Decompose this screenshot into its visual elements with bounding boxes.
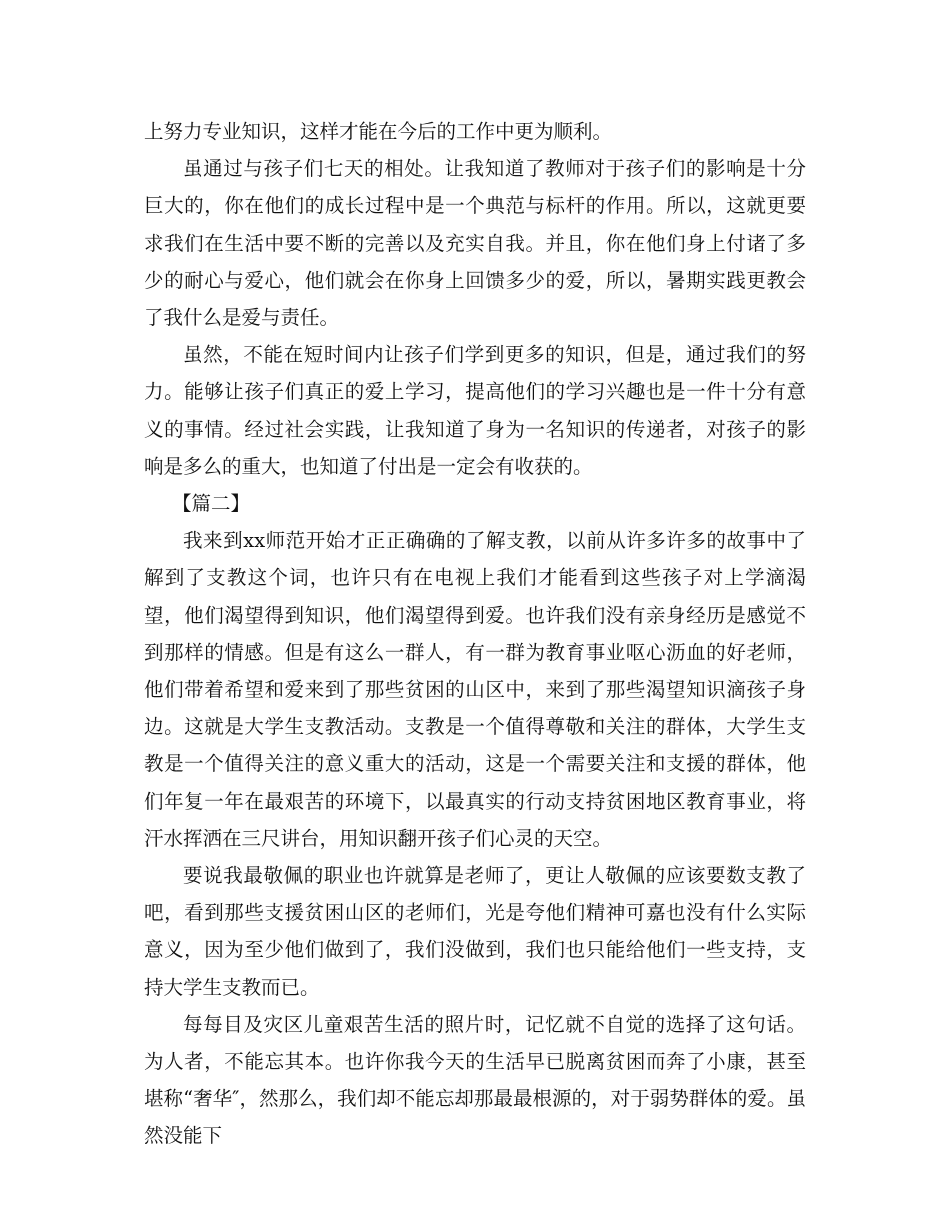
paragraph-learning-interest: 虽然，不能在短时间内让孩子们学到更多的知识，但是，通过我们的努力。能够让孩子们真正的爱上学习，提高他们的学习兴趣也是一件十分有意义的事情。经过社会实践，让我知道了身为一名知识的传递者，对孩子的影响是多么的重大，也知道了付出是一定会有收获的。 bbox=[144, 343, 806, 478]
paragraph-continued: 上努力专业知识，这样才能在今后的工作中更为顺利。 bbox=[144, 120, 613, 143]
paragraph-disaster-children: 每每目及灾区儿童艰苦生活的照片时，记忆就不自觉的选择了这句话。为人者，不能忘其本。也许你我今天的生活早已脱离贫困而奔了小康，甚至堪称“奢华″，然那么，我们却不能忘却那最最根源的，对于弱势群体的爱。虽然没能下 bbox=[144, 1012, 806, 1148]
document-page bbox=[144, 113, 806, 1155]
paragraph-support-teaching: 我来到xx师范开始才正正确确的了解支教，以前从许多许多的故事中了解到了支教这个词，也许只有在电视上我们才能看到这些孩子对上学滴渴望，他们渴望得到知识，他们渴望得到爱。也许我们没有亲身经历是感觉不到那样的情感。但是有这么一群人，有一群为教育事业呕心沥血的好老师，他们带着希望和爱来到了那些贫困的山区中，来到了那些渴望知识滴孩子身边。这就是大学生支教活动。支教是一个值得尊敬和关注的群体，大学生支教是一个值得关注的意义重大的活动，这是一个需要关注和支援的群体，他们年复一年在最艰苦的环境下，以最真实的行动支持贫困地区教育事业，将汗水挥洒在三尺讲台，用知识翻开孩子们心灵的天空。 bbox=[144, 529, 806, 850]
paragraph-admired-profession: 要说我最敬佩的职业也许就算是老师了，更让人敬佩的应该要数支教了吧，看到那些支援贫困山区的老师们，光是夸他们精神可嘉也没有什么实际意义，因为至少他们做到了，我们没做到，我们也只能给他们一些支持，支持大学生支教而已。 bbox=[144, 864, 806, 999]
section-heading: 【篇二】 bbox=[172, 492, 251, 516]
paragraph-teacher-influence: 虽通过与孩子们七天的相处。让我知道了教师对于孩子们的影响是十分巨大的，你在他们的成长过程中是一个典范与标杆的作用。所以，这就更要求我们在生活中要不断的完善以及充实自我。并且，你在他们身上付诸了多少的耐心与爱心，他们就会在你身上回馈多少的爱，所以，暑期实践更教会了我什么是爱与责任。 bbox=[144, 157, 806, 330]
